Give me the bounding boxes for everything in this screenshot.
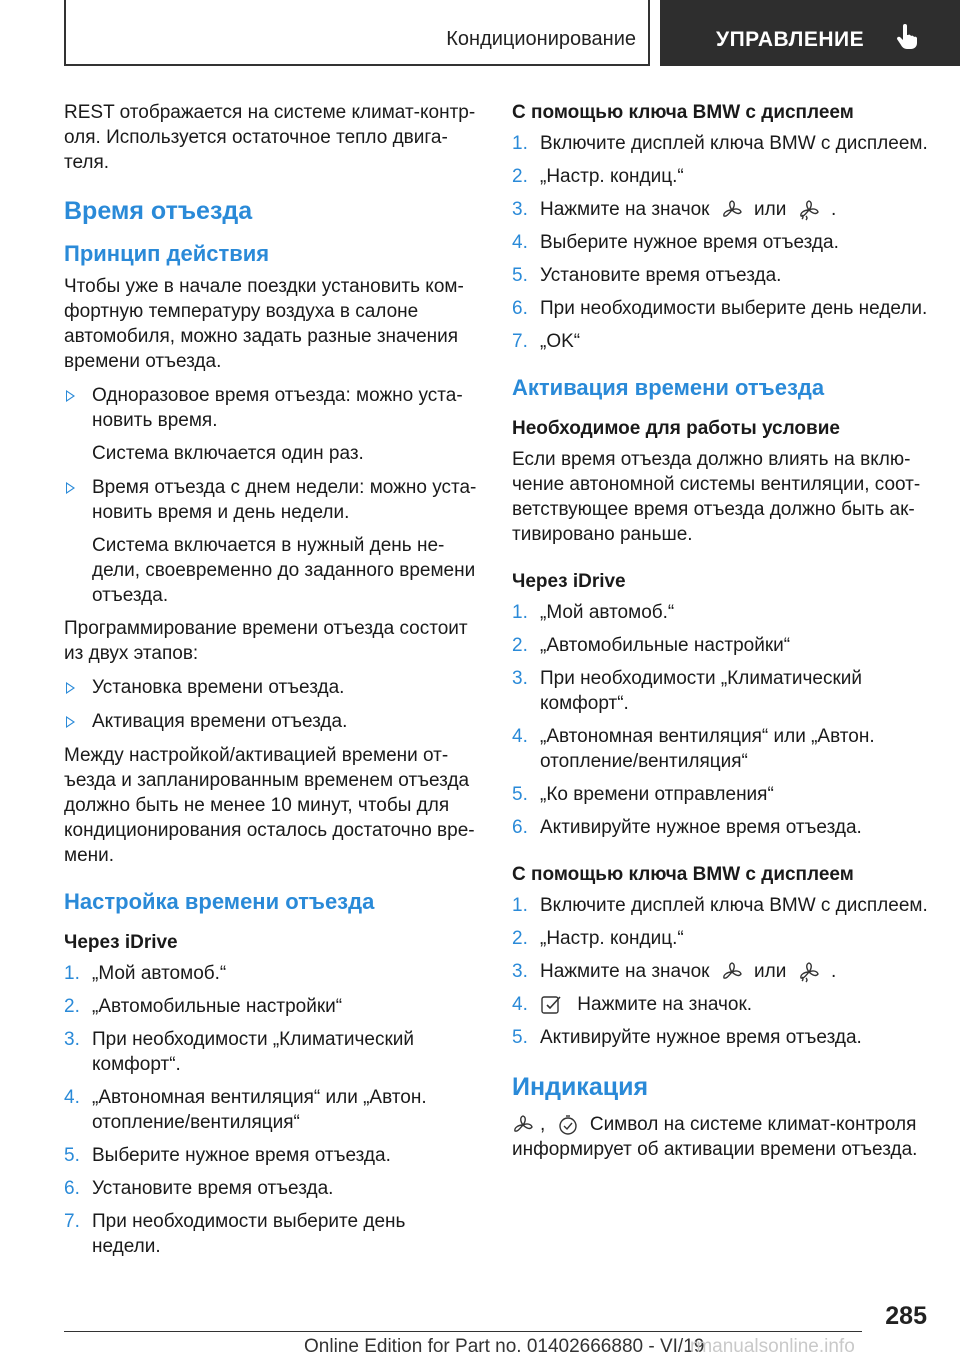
list-number: 4. — [512, 726, 528, 747]
list-number: 3. — [64, 1029, 80, 1050]
list-item: 6. При необходимости выберите день недели. — [512, 298, 928, 319]
list-text: При необходимости „Климатический комфорт“. — [540, 668, 862, 714]
heading-setting-departure: Настройка времени отъезда — [64, 889, 375, 914]
bullet-item: Время отъезда с днем недели: можно установить время и день недели. — [64, 475, 478, 525]
principle-paragraph: Чтобы уже в начале поездки установить комфортную температуру воздуха в салоне автомобиля, можно задать разные значения времени отъезда. — [64, 276, 464, 372]
list-item: 5. Активируйте нужное время отъезда. — [512, 1027, 862, 1048]
section-title: Кондиционирование — [446, 28, 636, 50]
list-number: 1. — [512, 602, 528, 623]
heading-activation: Активация времени отъезда — [512, 375, 825, 400]
heading-departure-time: Время отъезда — [64, 197, 253, 225]
list-number: 7. — [64, 1211, 80, 1232]
triangle-bullet-icon — [66, 716, 75, 728]
list-item: 3. Нажмите на значок или . — [512, 961, 837, 982]
steps-intro: Программирование времени отъезда состоит из двух этапов: — [64, 618, 468, 664]
ventilation-fan-icon — [721, 961, 743, 983]
list-text: Установите время отъезда. — [92, 1178, 334, 1199]
triangle-bullet-icon — [66, 482, 75, 494]
list-text: При необходимости выберите день недели. — [92, 1211, 406, 1257]
note-paragraph: Между настройкой/активацией времени отъезда и запланированным временем отъезда должно быть не менее 10 минут, чтобы для кондиционирования осталось достаточно времени. — [64, 745, 475, 866]
left-column — [64, 100, 478, 1259]
bullet-subtext: Система включается один раз. — [92, 443, 364, 464]
heading-requirement: Необходимое для работы условие — [512, 418, 840, 439]
heading-key-display: С помощью ключа BMW с дисплеем — [512, 864, 854, 885]
list-item — [512, 815, 930, 840]
list-item — [64, 1176, 478, 1201]
list-number: 6. — [512, 817, 528, 838]
bullet-item: Одноразовое время отъезда: можно установить время. — [64, 383, 478, 433]
list-text: При необходимости „Климатический комфорт“. — [92, 1029, 414, 1075]
list-number: 2. — [512, 635, 528, 656]
list-item: 2. „Настр. кондиц.“ — [512, 928, 684, 949]
list-text: „Автомобильные настройки“ — [540, 635, 791, 656]
list-item — [512, 600, 930, 625]
list-item — [64, 1027, 478, 1077]
list-item — [64, 961, 478, 986]
heading-indication: Индикация — [512, 1073, 649, 1101]
list-item — [512, 724, 930, 774]
list-item — [64, 1085, 478, 1135]
heating-fan-icon — [798, 961, 820, 983]
heading-principle: Принцип действия — [64, 241, 270, 266]
list-item — [64, 1143, 478, 1168]
list-number: 5. — [64, 1145, 80, 1166]
list-item: 3. Нажмите на значок или . — [512, 199, 837, 220]
heading-via-idrive: Через iDrive — [512, 571, 626, 592]
edition-footer: Online Edition for Part no. 01402666880 - VI/19 — [304, 1336, 705, 1357]
list-text: „Мой автомоб.“ — [92, 963, 227, 984]
heating-fan-icon — [798, 199, 820, 221]
list-item: 2. „Настр. кондиц.“ — [512, 166, 684, 187]
bullet-item: Установка времени отъезда. — [64, 675, 478, 700]
triangle-bullet-icon — [66, 390, 75, 402]
list-item — [64, 1209, 478, 1259]
heading-key-display: С помощью ключа BMW с дисплеем — [512, 102, 854, 123]
list-item: 1. Включите дисплей ключа BMW с дисплеем. — [512, 895, 928, 916]
page-number: 285 — [885, 1302, 927, 1330]
watermark: rmanualsonline.info — [690, 1336, 855, 1357]
list-item — [64, 994, 478, 1019]
bullet-item: Активация времени отъезда. — [64, 709, 478, 734]
list-number: 2. — [64, 996, 80, 1017]
list-text: „Автономная вентиляция“ или „Автон. отопление/вентиляция“ — [540, 726, 875, 772]
list-number: 5. — [512, 784, 528, 805]
ventilation-fan-icon — [512, 1114, 534, 1136]
heading-via-idrive: Через iDrive — [64, 932, 178, 953]
list-text: „Автомобильные настройки“ — [92, 996, 343, 1017]
list-item: 4. Нажмите на значок. — [512, 994, 753, 1015]
idrive-activation-steps-list — [512, 600, 930, 840]
list-item: 1. Включите дисплей ключа BMW с дисплеем. — [512, 133, 928, 154]
requirement-paragraph: Если время отъезда должно влиять на включение автономной системы вентиляции, соответствующее время отъезда должно быть активировано раньше. — [512, 449, 921, 545]
list-number: 1. — [64, 963, 80, 984]
list-item — [512, 666, 930, 716]
list-text: „Ко времени отправления“ — [540, 784, 774, 805]
list-number: 3. — [512, 668, 528, 689]
intro-paragraph: REST отображается на системе климат-контроля. Используется остаточное тепло двигателя. — [64, 102, 476, 173]
triangle-bullet-icon — [66, 682, 75, 694]
chapter-title: УПРАВЛЕНИЕ — [716, 28, 865, 51]
bullet-subtext: Система включается в нужный день недели, своевременно до заданного времени отъезда. — [92, 535, 476, 606]
indication-paragraph: , Символ на системе климат-контроля информирует об активации времени отъезда. — [512, 1114, 918, 1160]
list-item — [512, 633, 930, 658]
page-header — [64, 0, 960, 66]
right-column — [512, 100, 930, 1162]
list-number: 4. — [64, 1087, 80, 1108]
list-text: „Автономная вентиляция“ или „Автон. отопление/вентиляция“ — [92, 1087, 427, 1133]
list-item — [512, 782, 930, 807]
list-item: 7. „OK“ — [512, 331, 581, 352]
list-text: Активируйте нужное время отъезда. — [540, 817, 862, 838]
hand-pointer-icon — [896, 24, 918, 50]
timer-check-icon — [557, 1114, 579, 1136]
list-item: 4. Выберите нужное время отъезда. — [512, 232, 839, 253]
list-number: 6. — [64, 1178, 80, 1199]
idrive-steps-list — [64, 961, 478, 1259]
section-tab — [64, 0, 650, 66]
list-text: Выберите нужное время отъезда. — [92, 1145, 391, 1166]
checkbox-check-icon — [540, 994, 562, 1016]
chapter-tab — [660, 0, 960, 66]
footer-divider — [64, 1331, 862, 1332]
ventilation-fan-icon — [721, 199, 743, 221]
list-text: „Мой автомоб.“ — [540, 602, 675, 623]
list-item: 5. Установите время отъезда. — [512, 265, 782, 286]
